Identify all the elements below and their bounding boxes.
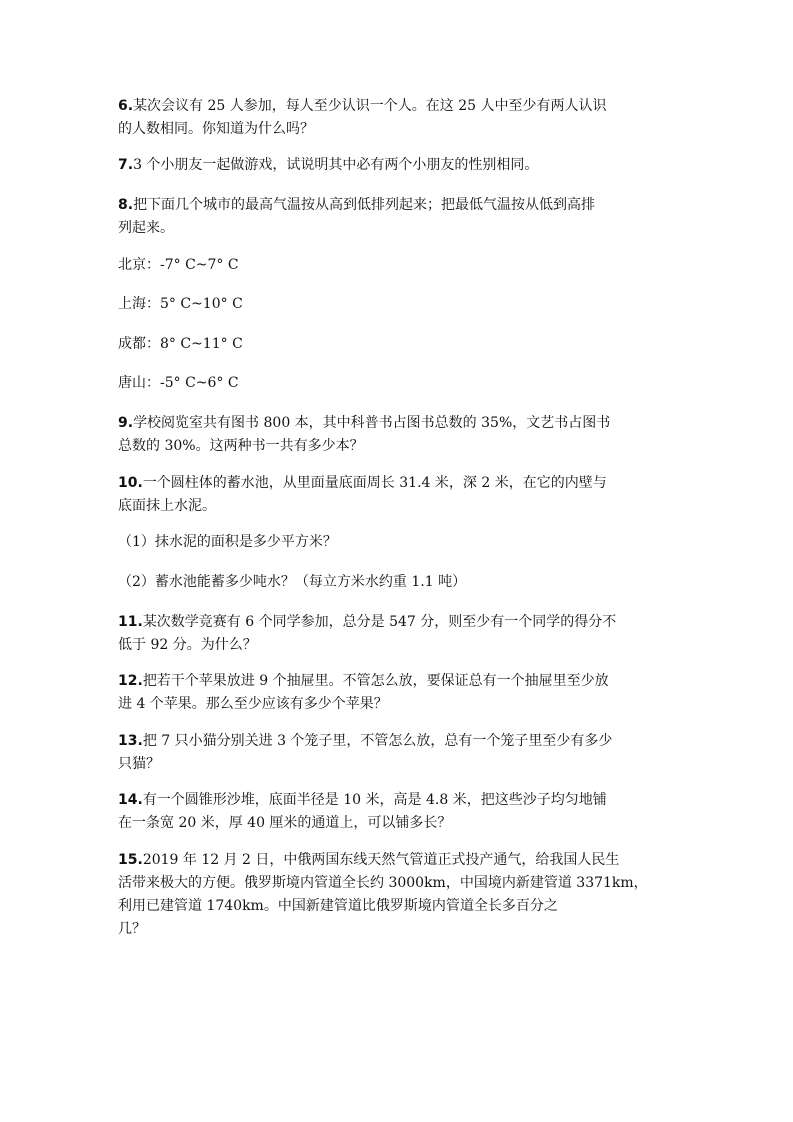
question-text: 3 个小朋友一起做游戏，试说明其中必有两个小朋友的性别相同。 <box>133 157 539 173</box>
question-text: 2019 年 12 月 2 日，中俄两国东线天然气管道正式投产通气，给我国人民生 <box>142 852 620 868</box>
question-number: 9. <box>118 415 134 431</box>
question-7 <box>118 154 678 177</box>
city-temperature: 唐山：-5° C~6° C <box>118 375 239 391</box>
question-number: 14. <box>118 792 143 808</box>
question-number: 15. <box>118 852 143 868</box>
sub-question: （2）蓄水池能蓄多少吨水？（每立方米水约重 1.1 吨） <box>118 574 467 590</box>
sub-question: （1）抹水泥的面积是多少平方米？ <box>118 534 337 550</box>
question-text: 利用已建管道 1740km。中国新建管道比俄罗斯境内管道全长多百分之 <box>118 898 558 914</box>
city-temperature: 上海：5° C~10° C <box>118 296 243 312</box>
question-number: 11. <box>118 614 143 630</box>
city-temperature: 北京：-7° C~7° C <box>118 257 239 273</box>
question-number: 8. <box>118 197 134 213</box>
question-text: 活带来极大的方便。俄罗斯境内管道全长约 3000km，中国境内新建管道 3371km， <box>118 875 648 891</box>
question-number: 10. <box>118 475 143 491</box>
question-number: 6. <box>118 98 134 114</box>
question-12 <box>118 670 678 716</box>
question-text: 低于 92 分。为什么？ <box>118 637 257 653</box>
question-text: 的人数相同。你知道为什么吗？ <box>118 121 314 137</box>
question-text: 有一个圆锥形沙堆，底面半径是 10 米，高是 4.8 米，把这些沙子均匀地铺 <box>142 792 607 808</box>
question-number: 12. <box>118 673 143 689</box>
question-13 <box>118 730 678 776</box>
question-number: 13. <box>118 733 143 749</box>
question-text: 一个圆柱体的蓄水池，从里面量底面周长 31.4 米，深 2 米，在它的内壁与 <box>142 475 607 491</box>
question-text: 进 4 个苹果。那么至少应该有多少个苹果？ <box>118 696 388 712</box>
question-8 <box>118 194 678 240</box>
question-11 <box>118 611 678 657</box>
city-temperature: 成都：8° C~11° C <box>118 336 243 352</box>
question-number: 7. <box>118 157 134 173</box>
question-text: 某次会议有 25 人参加，每人至少认识一个人。在这 25 人中至少有两人认识 <box>133 98 607 114</box>
question-9 <box>118 412 678 458</box>
question-text: 把若干个苹果放进 9 个抽屉里。不管怎么放，要保证总有一个抽屉里至少放 <box>142 673 609 689</box>
question-10 <box>118 472 678 518</box>
question-text: 总数的 30%。这两种书一共有多少本？ <box>118 438 364 454</box>
question-text: 几？ <box>118 921 146 937</box>
question-text: 列起来。 <box>118 220 174 236</box>
question-text: 把 7 只小猫分别关进 3 个笼子里，不管怎么放，总有一个笼子里至少有多少 <box>142 733 613 749</box>
question-text: 某次数学竞赛有 6 个同学参加，总分是 547 分，则至少有一个同学的得分不 <box>142 614 617 630</box>
question-text: 把下面几个城市的最高气温按从高到低排列起来；把最低气温按从低到高排 <box>133 197 596 213</box>
question-14 <box>118 789 678 835</box>
question-text: 在一条宽 20 米，厚 40 厘米的通道上，可以铺多长？ <box>118 815 452 831</box>
question-text: 底面抹上水泥。 <box>118 498 216 514</box>
question-text: 学校阅览室共有图书 800 本，其中科普书占图书总数的 35%，文艺书占图书 <box>133 415 611 431</box>
question-6 <box>118 95 678 141</box>
question-15 <box>118 849 678 941</box>
question-text: 只猫？ <box>118 756 160 772</box>
